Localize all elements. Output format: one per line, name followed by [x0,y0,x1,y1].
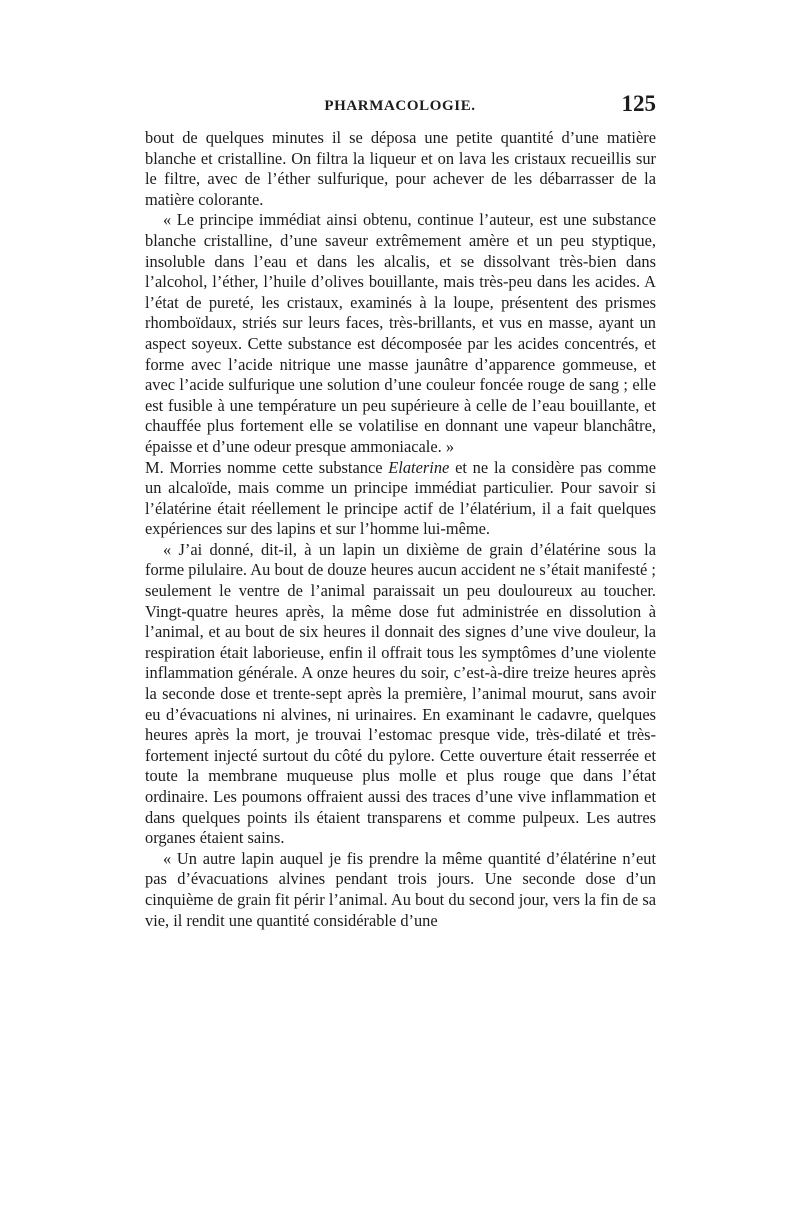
paragraph-3-after: et ne la considère pas comme un alcaloïde, mais comme un principe immédiat particulier. Pour savoir si l’élatérine était réellement le principe actif de l’élatérium, il a fait quelques expériences sur des lapins et sur l’homme lui-même. [145,457,657,539]
paragraph-1: bout de quelques minutes il se déposa une petite quantité d’une matière blanche et cristalline. On filtra la liqueur et on lava les cristaux recueillis sur le filtre, avec de l’éther sulfurique, pour achever de les débarrasser de la matière colorante. [145,128,656,209]
paragraph-4: « J’ai donné, dit-il, à un lapin un dixième de grain d’élatérine sous la forme pilulaire. Au bout de douze heures aucun accident ne s’était manifesté ; seulement le ventre de l’animal paraissait un peu douloureux au toucher. Vingt-quatre heures après, la même dose fut administrée en dissolution à l’animal, et au bout de six heures il donnait des signes d’une vive douleur, la respiration était laborieuse, enfin il offrait tous les symptômes d’une violente inflammation générale. A onze heures du soir, c’est-à-dire treize heures après la seconde dose et trente-sept après la première, l’animal mourut, sans avoir eu d’évacuations ni alvines, ni urinaires. En examinant le cadavre, quelques heures après la mort, je trouvai l’estomac presque vide, très-dilaté et très-fortement injecté surtout du côté du pylore. Cette ouverture était resserrée et toute la membrane muqueuse plus molle et plus rouge que dans l’état ordinaire. Les poumons offraient aussi des traces d’une vive inflammation et dans quelques points ils étaient transparens et comme pulpeux. Les autres organes étaient sains. [145,539,656,848]
page-number: 125 [621,91,656,116]
paragraph-3-before: M. Morries nomme cette substance [145,457,389,477]
page-header [144,91,656,118]
paragraph-2: « Le principe immédiat ainsi obtenu, continue l’auteur, est une substance blanche cristalline, d’une saveur extrêmement amère et un peu styptique, insoluble dans l’eau et dans les alcalis, et se dissolvant très-bien dans l’alcohol, l’éther, l’huile d’olives bouillante, mais très-peu dans les acides. A l’état de pureté, les cristaux, examinés à la loupe, présentent des prismes rhomboïdaux, striés sur leurs faces, très-brillants, et vus en masse, ayant un aspect soyeux. Cette substance est décomposée par les acides concentrés, et forme avec l’acide nitrique une masse jaunâtre d’apparence gommeuse, et avec l’acide sulfurique une solution d’une couleur foncée rouge de sang ; elle est fusible à une température un peu supérieure à celle de l’eau bouillante, et chauffée plus fortement elle se volatilise en donnant une vapeur blanchâtre, épaisse et d’une odeur presque ammoniacale. » [145,210,656,456]
paragraph-3 [145,458,656,540]
body-text [145,128,656,931]
running-head: PHARMACOLOGIE. [324,98,476,114]
paragraph-5: « Un autre lapin auquel je fis prendre la même quantité d’élatérine n’eut pas d’évacuations alvines pendant trois jours. Une seconde dose d’un cinquième de grain fit périr l’animal. Au bout du second jour, vers la fin de sa vie, il rendit une quantité considérable d’une [145,848,656,930]
elaterine-term: Elaterine [388,457,450,477]
